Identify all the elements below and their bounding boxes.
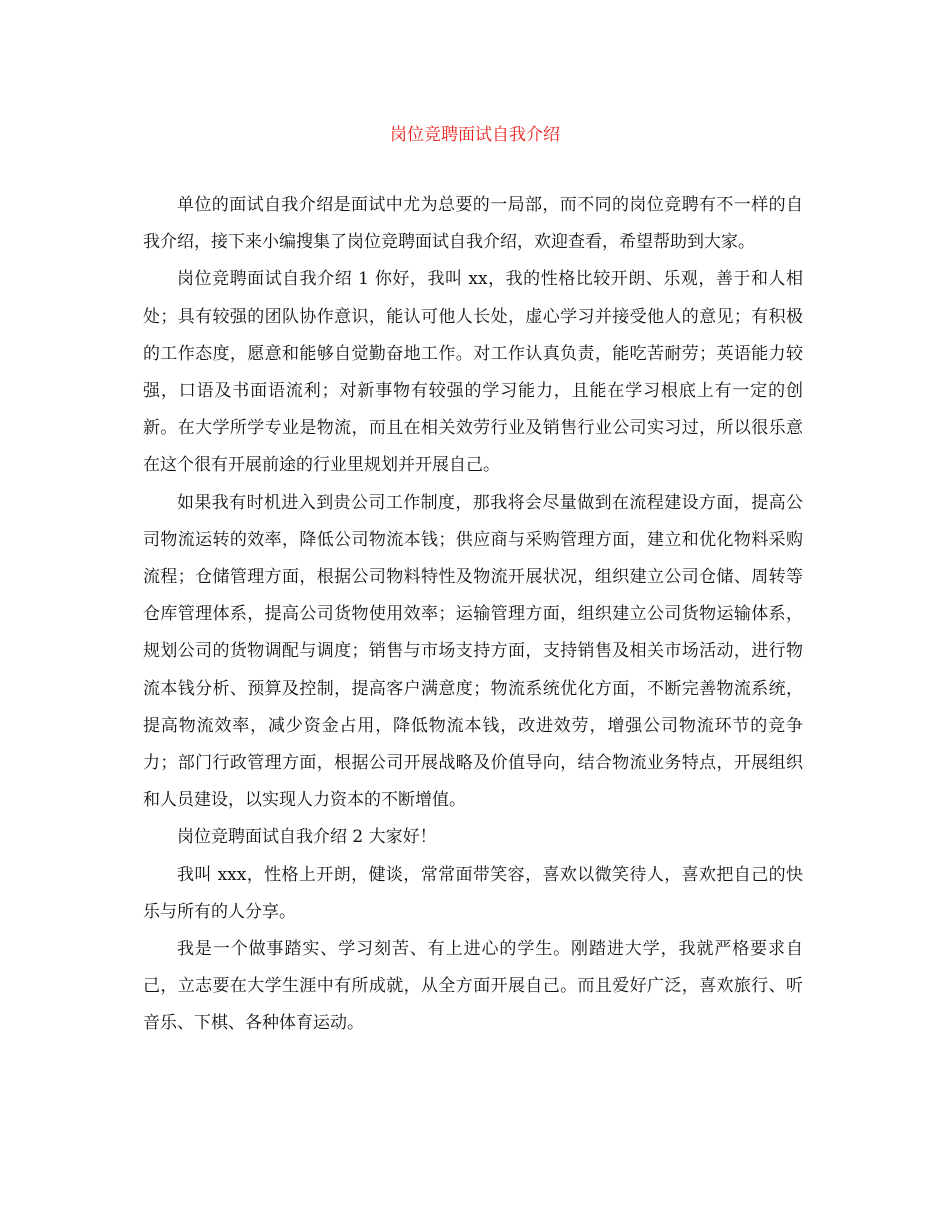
paragraph-intro-2-heading: 岗位竞聘面试自我介绍 2 大家好！ <box>177 827 437 848</box>
paragraph-personality: 我叫 xxx，性格上开朗，健谈，常常面带笑容，喜欢以微笑待人，喜欢把自己的快乐与所有的人分享。 <box>143 864 803 922</box>
paragraph-intro: 单位的面试自我介绍是面试中尤为总要的一局部，而不同的岗位竞聘有不一样的自我介绍，接下来小编搜集了岗位竞聘面试自我介绍，欢迎查看，希望帮助到大家。 <box>143 195 803 253</box>
paragraph-study-hobbies: 我是一个做事踏实、学习刻苦、有上进心的学生。刚踏进大学，我就严格要求自己，立志要在大学生涯中有所成就，从全方面开展自己。而且爱好广泛，喜欢旅行、听音乐、下棋、各种体育运动。 <box>143 939 803 1034</box>
paragraph-intro-1: 岗位竞聘面试自我介绍 1 你好，我叫 xx，我的性格比较开朗、乐观，善于和人相处；具有较强的团队协作意识，能认可他人长处，虚心学习并接受他人的意见；有积极的工作态度，愿意和能够自觉勤奋地工作。对工作认真负责，能吃苦耐劳；英语能力较强，口语及书面语流利；对新事物有较强的学习能力，且能在学习根底上有一定的创新。在大学所学专业是物流，而且在相关效劳行业及销售行业公司实习过，所以很乐意在这个很有开展前途的行业里规划并开展自己。 <box>143 269 803 476</box>
paragraph-career-plan: 如果我有时机进入到贵公司工作制度，那我将会尽量做到在流程建设方面，提高公司物流运转的效率，降低公司物流本钱；供应商与采购管理方面，建立和优化物料采购流程；仓储管理方面，根据公司物料特性及物流开展状况，组织建立公司仓储、周转等仓库管理体系，提高公司货物使用效率；运输管理方面，组织建立公司货物运输体系，规划公司的货物调配与调度；销售与市场支持方面，支持销售及相关市场活动，进行物流本钱分析、预算及控制，提高客户满意度；物流系统优化方面，不断完善物流系统，提高物流效率，减少资金占用，降低物流本钱，改进效劳，增强公司物流环节的竞争力；部门行政管理方面，根据公司开展战略及价值导向，结合物流业务特点，开展组织和人员建设，以实现人力资本的不断增值。 <box>143 492 803 811</box>
document-title: 岗位竞聘面试自我介绍 <box>390 125 560 145</box>
document-body <box>143 187 803 1043</box>
